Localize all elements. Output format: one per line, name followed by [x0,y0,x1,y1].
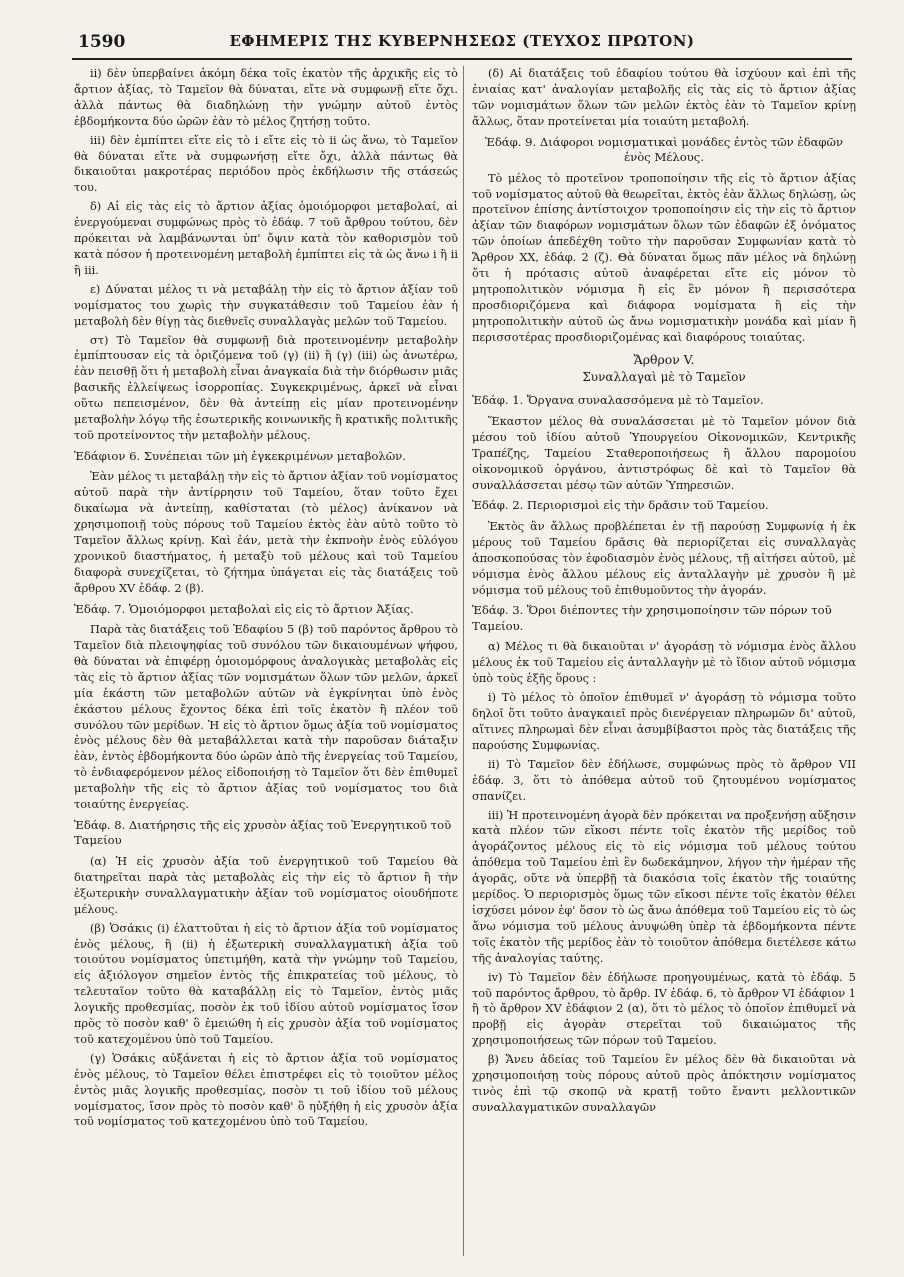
paragraph: (δ) Αἱ διατάξεις τοῦ ἐδαφίου τούτου θὰ ἰσχύουν καὶ ἐπὶ τῆς ἐνιαίας κατ' ἀναλογίαν μεταβολῆς εἰς τὰς εἰς τὸ ἄρτιον ἀξίας τῶν νομισμάτων ὅλων τῶν μελῶν ἐκτὸς ἐὰν τὸ Ταμεῖον κρίνῃ ἄλλως, ὅταν προτείνεται μία τοιαύτη μεταβολή. [472,67,856,128]
page-number: 1590 [78,32,126,52]
paragraph: iii) Ἡ προτεινομένη ἀγορὰ δὲν πρόκειται να προξενήσῃ αὔξησιν κατὰ πλέον τῶν εἴκοσι πέντε τοῖς ἑκατὸν τῆς μερίδος τοῦ ἀγοράζοντος μέλους εἰς τὸ εἰς νόμισμα τοῦ μέλους τούτου ἀπόθεμα τοῦ Ταμείου ἐπὶ ἓν δωδεκάμηνον, λήγον τὴν ἡμέραν τῆς ἀγορᾶς, οὔτε νὰ ὑπερβῇ τὰ διακόσια τοῖς ἑκατὸν τῆς τοιαύτης μερίδος. Ὁ περιορισμὸς ὅμως τῶν εἴκοσι πέντε τοῖς ἑκατὸν θέλει ἰσχύσει μόνον ἐφ' ὅσον τὸ ὡς ἄνω ἀπόθεμα τοῦ Ταμείου εἰς τὸ ὡς ἄνω νόμισμα τοῦ μέλους ἀνυψώθη ὑπὲρ τὰ ἑβδομήκοντα πέντε τοῖς ἑκατὸν τῆς μερίδος ἐὰν τὸ τοιοῦτον ἀπόθεμα διετέλεσε κάτω τῆς ἀναλογίας ταύτης. [472,808,856,965]
paragraph: Ἐὰν μέλος τι μεταβάλῃ τὴν εἰς τὸ ἄρτιον ἀξίαν τοῦ νομίσματος αὐτοῦ παρὰ τὴν ἀντίρρησιν τοῦ Ταμείου, ὅταν τοῦτο ἔχει δικαίωμα νὰ ἀντείπῃ, καθίσταται (τὸ μέλος) ἀνίκανον νὰ χρησιμοποιῇ τοὺς πόρους τοῦ Ταμείου ἐκτὸς ἐὰν αὐτὸ τοῦτο τὸ Ταμεῖον ἄλλως κρίνῃ. Καὶ ἐάν, μετὰ τὴν ἐκπνοὴν ἑνὸς εὐλόγου χρονικοῦ διαστήματος, ἡ μεταξὺ τοῦ μέλους καὶ τοῦ Ταμείου διαφορὰ συνεχίζεται, τὸ ζήτημα ὑπάγεται εἰς τὰς διατάξεις τοῦ ἄρθρου XV ἐδάφ. 2 (β). [74,470,458,595]
paragraph: iii) δὲν ἐμπίπτει εἴτε εἰς τὸ i εἴτε εἰς τὸ ii ὡς ἄνω, τὸ Ταμεῖον θὰ δύναται εἴτε νὰ συμφωνήσῃ εἴτε ὄχι, ἀλλὰ πάντως θὰ δικαιοῦται μακροτέρας περιόδου πρὸς ἐκδήλωσιν τῆς στάσεώς του. [74,133,458,195]
section-heading: Ἐδάφ. 7. Ὁμοιόμορφοι μεταβολαὶ εἰς εἰς τὸ ἄρτιον Ἀξίας. [74,601,414,616]
paragraph: i) Τὸ μέλος τὸ ὁποῖον ἐπιθυμεῖ ν' ἀγοράσῃ τὸ νόμισμα τοῦτο δηλοῖ ὅτι τοῦτο ἀναγκαιεῖ πρὸς διενέργειαν πληρωμῶν δι' αὐτοῦ, αἵτινες πληρωμαὶ δὲν εἶναι ἀσυμβίβαστοι πρὸς τὰς διατάξεις τῆς παρούσης Συμφωνίας. [472,691,856,752]
paragraph: δ) Αἱ εἰς τὰς εἰς τὸ ἄρτιον ἀξίας ὁμοιόμορφοι μεταβολαί, αἱ ἐνεργούμεναι συμφώνως πρὸς τὸ ἐδάφ. 7 τοῦ ἄρθρου τούτου, δὲν πρόκειται νὰ λαμβάνωνται ὑπ' ὄψιν κατὰ τὸν καθορισμὸν τοῦ κατὰ πόσον ἡ προτεινομένη μεταβολὴ ἐμπίπτει εἰς τὰ ὡς ἄνω i ἢ ii ἢ iii. [74,200,458,277]
section-heading: Ἐδάφ. 9. Διάφοροι νομισματικαὶ μονάδες ἐντὸς τῶν ἐδαφῶν ἑνὸς Μέλους. [484,134,844,165]
paragraph: Ἕκαστον μέλος θὰ συναλάσσεται μὲ τὸ Ταμεῖον μόνον διὰ μέσου τοῦ ἰδίου αὐτοῦ Ὑπουργείου Οἰκονομικῶν, Κεντρικῆς Τραπέζης, Ταμείου Σταθεροποιήσεως ἢ ἄλλου παρομοίου οἰκονομικοῦ ὀργάνου, ἀντιστρόφως δὲ καὶ τὸ Ταμεῖον θὰ συναλλάσσεται μέσῳ τῶν αὐτῶν Ὑπηρεσιῶν. [472,414,856,492]
paragraph: ii) δὲν ὑπερβαίνει ἀκόμη δέκα τοῖς ἑκατὸν τῆς ἀρχικῆς εἰς τὸ ἄρτιον ἀξίας, τὸ Ταμεῖον θὰ δύναται, εἴτε νὰ συμφωνῇ εἴτε ὄχι. ἀλλὰ πάντως θὰ διαδηλώνῃ τὴν γνώμην αὐτοῦ ἐντὸς ἑβδομήκοντα δύο ὡρῶν ἐὰν τὸ μέλος ζητήσῃ τοῦτο. [74,67,458,128]
paragraph: ε) Δύναται μέλος τι νὰ μεταβάλῃ τὴν εἰς τὸ ἄρτιον ἀξίαν τοῦ νομίσματος του χωρὶς τὴν συγκατάθεσιν τοῦ Ταμείου ἐὰν ἡ μεταβολὴ δὲν θίγῃ τὰς διεθνεῖς συναλλαγὰς μελῶν τοῦ Ταμείου. [74,282,458,328]
paragraph: στ) Τὸ Ταμεῖον θὰ συμφωνῇ διὰ προτεινομένην μεταβολὴν ἐμπίπτουσαν εἰς τὰ ὁριζόμενα τοῦ (γ) (ii) ἢ (γ) (iii) ὡς ἀνωτέρω, ἐὰν πεισθῇ ὅτι ἡ μεταβολὴ εἶναι ἀναγκαία διὰ τὴν διόρθωσιν μιᾶς βασικῆς ἐλλείψεως ἰσορροπίας. Συγκεκριμένως, ἀρκεῖ νὰ εἶναι οὕτω πεπεισμένον, δὲν θὰ ἀντείπῃ εἰς μίαν προτεινομένην μεταβολὴν λόγῳ τῆς ἐσωτερικῆς κοινωνικῆς ἢ κρατικῆς πολιτικῆς τοῦ προτείνοντος τὴν μεταβολὴν μέλους. [74,333,458,442]
paragraph: α) Μέλος τι θὰ δικαιοῦται ν' ἀγοράσῃ τὸ νόμισμα ἑνὸς ἄλλου μέλους ἐκ τοῦ Ταμείου εἰς ἀνταλλαγὴν μὲ τὸ ἴδιον αὐτοῦ νόμισμα ὑπὸ τοὺς ἑξῆς ὅρους : [472,640,856,686]
paragraph: Ἐκτὸς ἂν ἄλλως προβλέπεται ἐν τῇ παρούσῃ Συμφωνίᾳ ἡ ἐκ μέρους τοῦ Ταμείου δρᾶσις θὰ περιορίζεται εἰς συναλλαγὰς ἀποσκοπούσας τὸν ἐφοδιασμὸν ἑνὸς μέλους, τῇ αἰτήσει αὐτοῦ, μὲ νόμισμα ἑνὸς ἄλλου μέλους εἰς ἀνταλλαγὴν μὲ χρυσὸν ἢ μὲ νόμισμα τοῦ μέλους τοῦ ἐπιθυμοῦντος τὴν ἀγοράν. [472,519,856,597]
article-heading: Ἄρθρον V. [633,351,695,367]
gazette-title: ΕΦΗΜΕΡΙΣ ΤΗΣ ΚΥΒΕΡΝΗΣΕΩΣ (ΤΕΥΧΟΣ ΠΡΩΤΟΝ) [229,32,695,50]
paragraph: ii) Τὸ Ταμεῖον δὲν ἐδήλωσε, συμφώνως πρὸς τὸ ἄρθρον VII ἐδάφ. 3, ὅτι τὸ ἀπόθεμα αὐτοῦ τοῦ ζητουμένου νομίσματος σπανίζει. [472,757,856,803]
left-column [74,66,458,1256]
paragraph: β) Ἄνευ ἀδείας τοῦ Ταμείου ἓν μέλος δὲν θὰ δικαιοῦται νὰ χρησιμοποιήσῃ τοὺς πόρους αὐτοῦ πρὸς ἀπόκτησιν νομίσματος τινὸς ἐπὶ τῷ σκοπῷ νὰ κρατῇ τοῦτο ἔναντι μελλοντικῶν συναλλαγματικῶν συναλλαγῶν [472,1053,856,1114]
paragraph: (γ) Ὁσάκις αὐξάνεται ἡ εἰς τὸ ἄρτιον ἀξία τοῦ νομίσματος ἑνὸς μέλους, τὸ Ταμεῖον θέλει ἐπιστρέφει εἰς τὸ τοιοῦτον μέλος ἐντὸς μιᾶς λογικῆς προθεσμίας, ποσὸν τι τοῦ ἰδίου τοῦ μέλους νομίσματος, ἴσον πρὸς τὸ ποσὸν καθ' ὃ ηὐξήθη ἡ εἰς χρυσὸν ἀξία τοῦ νομίσματος τοῦ κατεχομένου ὑπὸ τοῦ Ταμείου. [74,1051,458,1129]
column-divider [463,66,464,1256]
paragraph: Παρὰ τὰς διατάξεις τοῦ Ἐδαφίου 5 (β) τοῦ παρόντος ἄρθρου τὸ Ταμεῖον διὰ πλειοψηφίας τοῦ συνόλου τῶν δικαιουμένων ψήφου, θὰ δύναται νὰ ἐπιφέρῃ ὁμοιομόρφους ἀναλογικὰς μεταβολὰς εἰς τὰς εἰς τὸ ἄρτιον ἀξίας τῶν νομισμάτων ὅλων τῶν μελῶν, ἀρκεῖ μία ἑκάστη τῶν μεταβολῶν αὐτῶν νὰ ἐγκρίνηται ὑπὸ ἑνὸς ἑκάστου μέλους ἔχοντος δέκα ἐπὶ τοῖς ἑκατὸν ἢ πλέον τοῦ συνόλου τῶν μερίδων. Ἡ εἰς τὸ ἄρτιον ὅμως ἀξία τοῦ νομίσματος ἑνὸς μέλους δὲν θὰ μεταβάλλεται κατὰ τὴν παροῦσαν διάταξιν ἐὰν, ἐντὸς ἑβδομήκοντα δύο ὡρῶν ἀπὸ τῆς ἐνεργείας τοῦ Ταμείου, τὸ ἐνδιαφερόμενον μέλος εἰδοποιήσῃ τὸ Ταμεῖον ὅτι δὲν ἐπιθυμεῖ μεταβολὴν τῆς εἰς τὸ ἄρτιον ἀξίας τοῦ νομίσματος του διὰ τοιαύτης ἐνεργείας. [74,623,458,812]
paragraph: iv) Τὸ Ταμεῖον δὲν ἐδήλωσε προηγουμένως, κατὰ τὸ ἐδάφ. 5 τοῦ παρόντος ἄρθρου, τὸ ἄρθρ. IV ἐδάφ. 6, τὸ ἄρθρον VI ἐδάφιον 1 ἢ τὸ ἄρθρον XV ἐδάφιον 2 (α), ὅτι τὸ μέλος τὸ ὁποῖον ἐπιθυμεῖ νὰ προβῇ εἰς ἀγορὰν στερεῖται τοῦ δικαιώματος τῆς χρησιμοποιήσεως τῶν πόρων τοῦ Ταμείου. [472,970,856,1048]
right-column [472,66,856,1256]
article-subtitle: Συναλλαγαὶ μὲ τὸ Ταμεῖον [582,369,746,384]
section-heading: Ἐδάφ. 1. Ὄργανα συναλασσόμενα μὲ τὸ Ταμεῖον. [472,393,764,408]
page-header [72,28,852,60]
section-heading: Ἐδάφ. 3. Ὅροι διέποντες τὴν χρησιμοποίησιν τῶν πόρων τοῦ Ταμείου. [472,603,832,633]
section-heading: Ἐδάφ. 8. Διατήρησις τῆς εἰς χρυσὸν ἀξίας τοῦ Ἐνεργητικοῦ τοῦ Ταμείου [74,817,452,848]
paragraph: Τὸ μέλος τὸ προτεῖνον τροποποίησιν τῆς εἰς τὸ ἄρτιον ἀξίας τοῦ νομίσματος αὐτοῦ θὰ θεωρεῖται, ἐκτὸς ἐὰν ἄλλως δηλώσῃ, ὡς προτεῖνον ἐπίσης ἀντίστοιχον τροποποίησιν εἰς τὴν εἰς τὸ ἄρτιον ἀξίαν τῶν διαφόρων νομισμάτων ὅλων τῶν ἐδαφῶν ἐξ ὀνόματος τῶν ὁποίων ἀπεδέχθη τοῦτο τὴν παροῦσαν Συμφωνίαν κατὰ τὸ Ἄρθρον XX, ἐδάφ. 2 (ζ). Θὰ δύναται ὅμως πᾶν μέλος νὰ δηλώνῃ ὅτι ἡ πρότασις αὐτοῦ ἀναφέρεται εἴτε εἰς μόνον τὸ μητροπολιτικὸν νόμισμα ἢ εἰς ἓν μόνον ἢ περισσότερα προσδιοριζόμενα καὶ διάφορα νομίσματα ἢ εἰς τὴν μητροπολιτικὴν αὐτοῦ ὡς ἄνω νομισματικὴν μονάδα καὶ μίαν ἢ περισσοτέρας προσδιοριζομένας καὶ διαφόρους τοιαύτας. [472,171,856,344]
paragraph: (α) Ἡ εἰς χρυσὸν ἀξία τοῦ ἐνεργητικοῦ τοῦ Ταμείου θὰ διατηρεῖται παρὰ τὰς μεταβολὰς εἰς τὴν εἰς τὸ ἄρτιον ἢ τὴν ἐξωτερικὴν συναλλαγματικὴν ἀξίαν τοῦ νομίσματος οἱουδήποτε μέλους. [74,854,458,916]
section-heading: Ἐδάφ. 2. Περιορισμοὶ εἰς τὴν δρᾶσιν τοῦ Ταμείου. [472,498,769,513]
section-heading: Ἐδάφιον 6. Συνέπειαι τῶν μὴ ἐγκεκριμένων μεταβολῶν. [74,448,406,463]
paragraph: (β) Ὁσάκις (i) ἐλαττοῦται ἡ εἰς τὸ ἄρτιον ἀξία τοῦ νομίσματος ἑνὸς μέλους, ἢ (ii) ἡ ἐξωτερικὴ συναλλαγματικὴ ἀξία τοῦ τοιούτου νομίσματος ὑπετιμήθη, κατὰ τὴν γνώμην τοῦ Ταμείου, εἰς ἀξιόλογον σημεῖον ἐντὸς τῆς ἐπικρατείας τοῦ μέλους, τὸ τελευταῖον τοῦτο θὰ καταβάλλῃ εἰς τὸ Ταμεῖον, ἐντὸς μιᾶς λογικῆς προθεσμίας, ποσὸν ἐκ τοῦ ἰδίου αὐτοῦ νομίσματος ἴσον πρὸς τὸ ποσὸν καθ' ὃ ἐμειώθη ἡ εἰς χρυσὸν ἀξία τοῦ νομίσματος τοῦ κατεχομένου ὑπὸ τοῦ Ταμείου. [74,921,458,1046]
